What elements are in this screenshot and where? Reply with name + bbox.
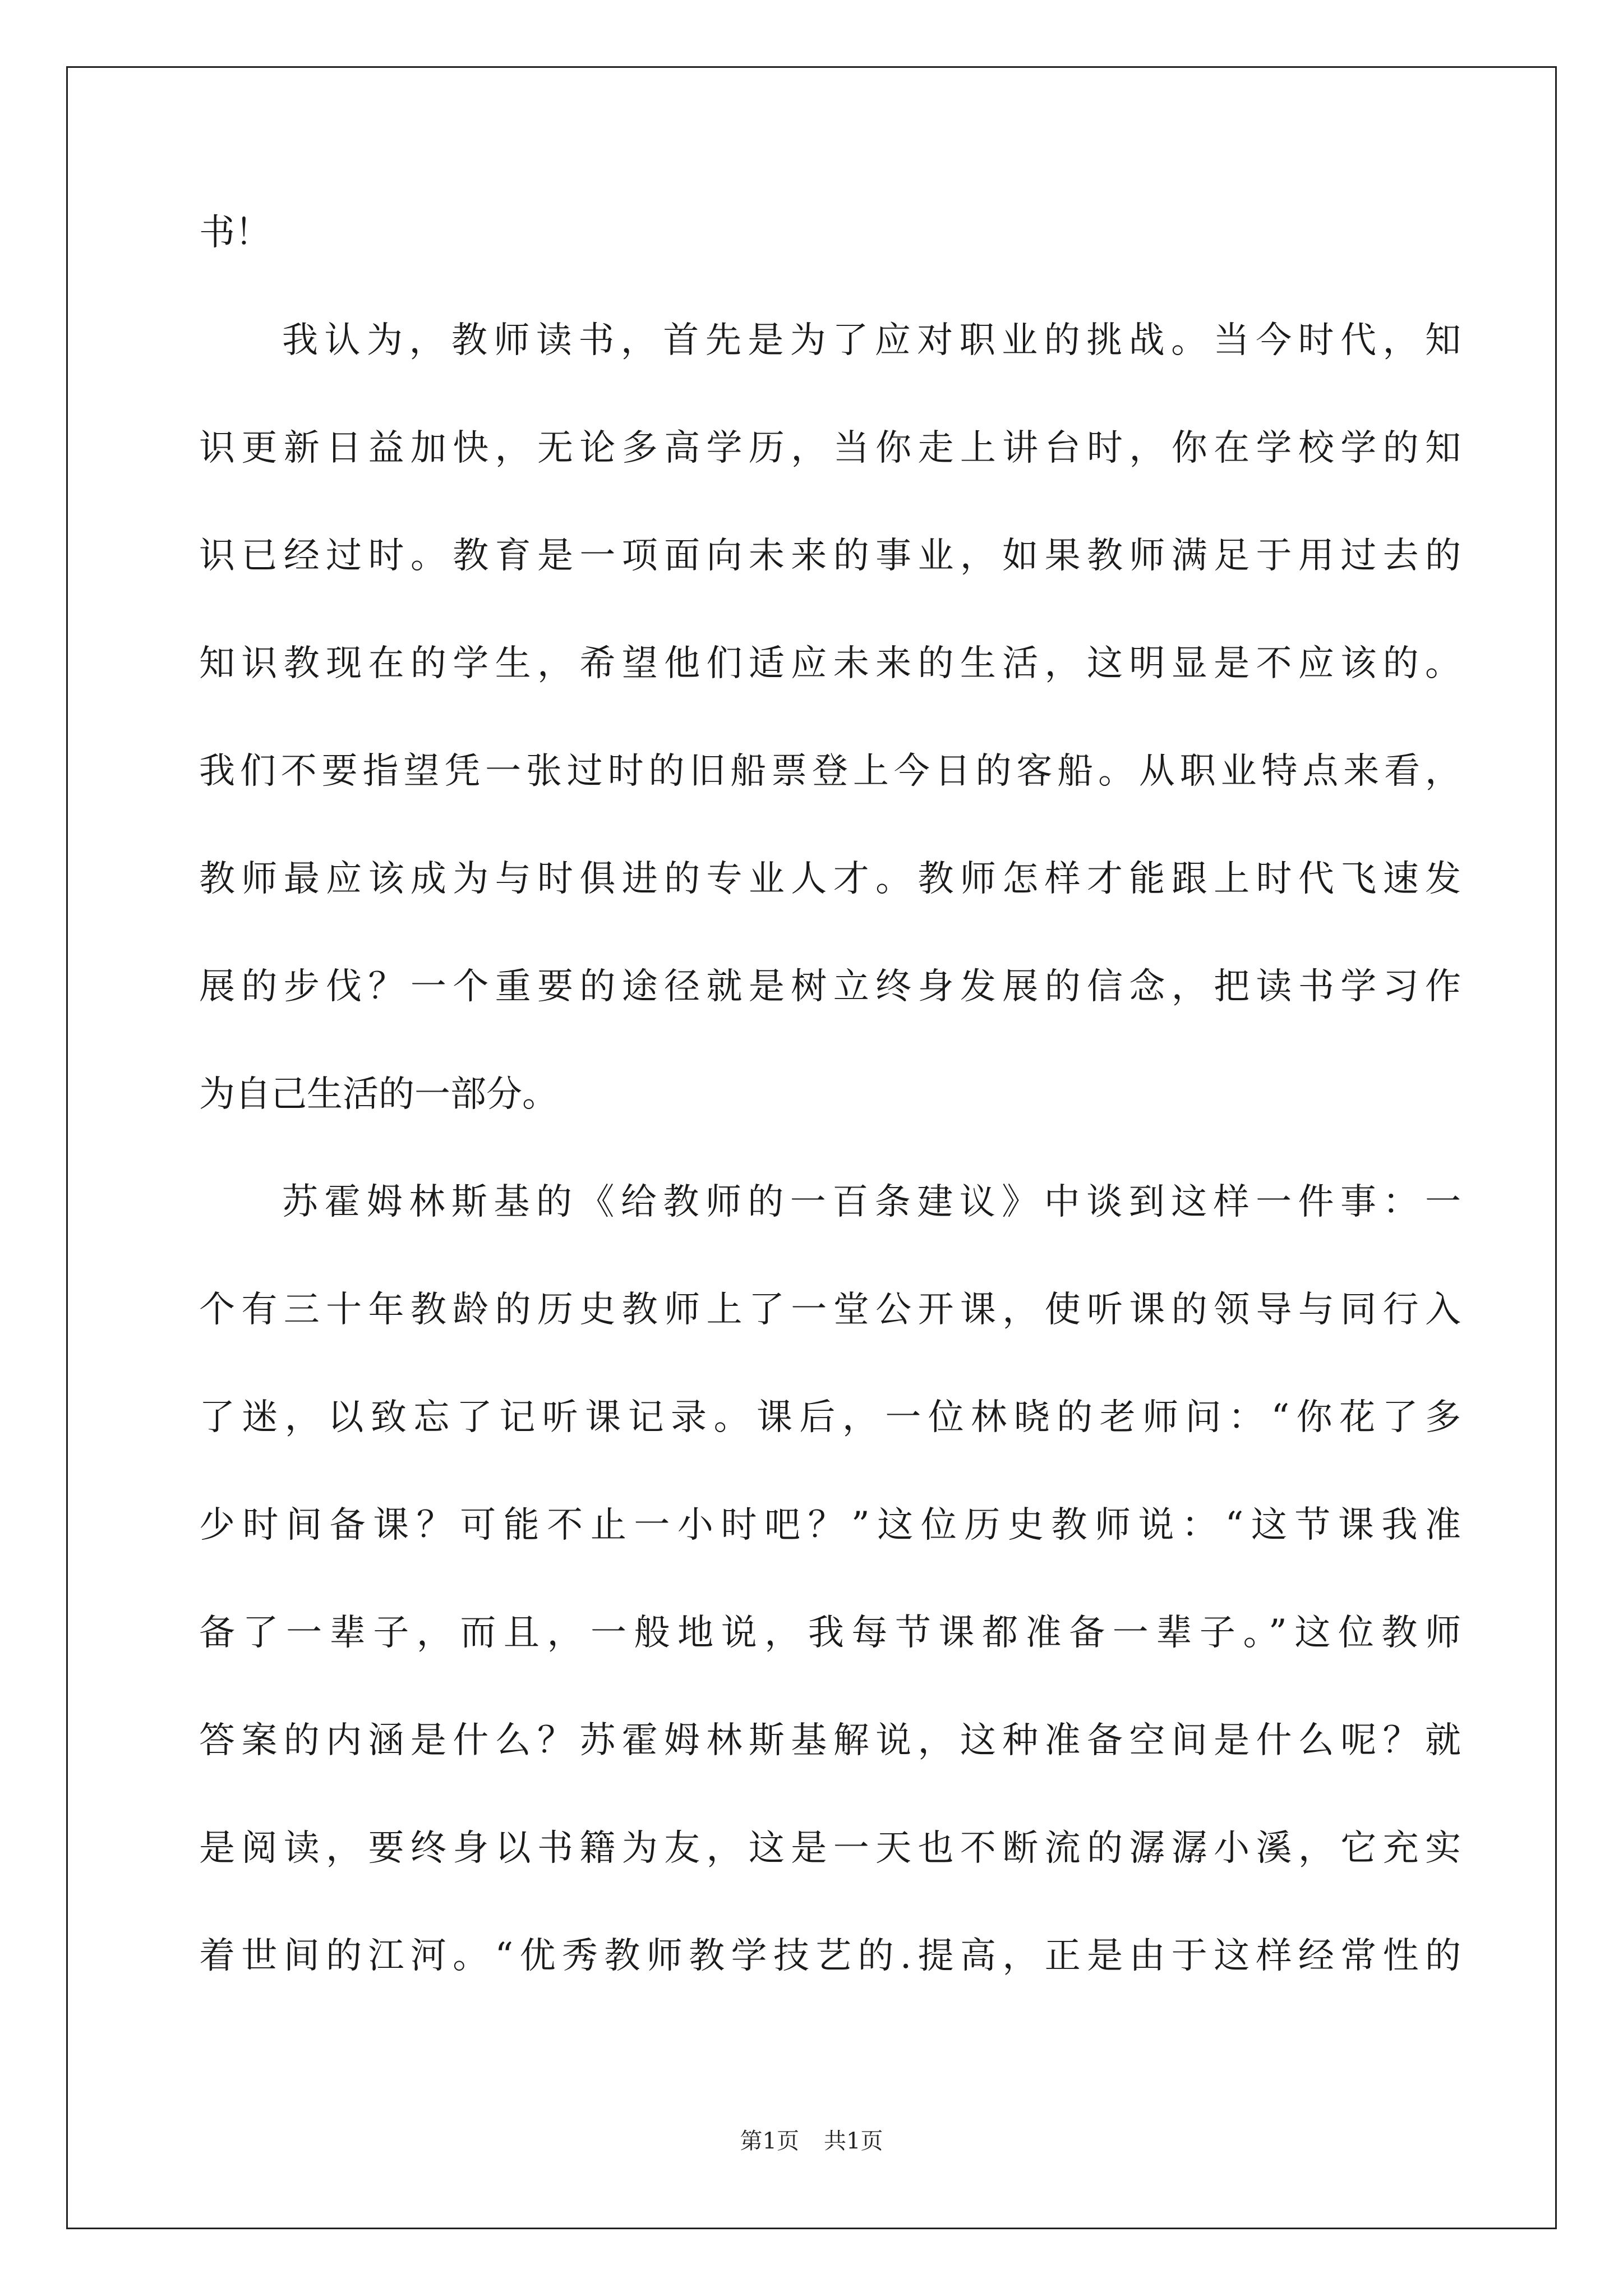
text-line: 识已经过时。教育是一项面向未来的事业，如果教师满足于用过去的: [199, 535, 1461, 577]
text-line: 苏霍姆林斯基的《给教师的一百条建议》中谈到这样一件事：一: [282, 1181, 1461, 1223]
text-line: 个有三十年教龄的历史教师上了一堂公开课，使听课的领导与同行入: [199, 1289, 1461, 1331]
text-line: 少时间备课？可能不止一小时吧？”这位历史教师说：“这节课我准: [199, 1504, 1461, 1546]
page-total: 共1页: [824, 2128, 883, 2154]
text-line: 展的步伐？一个重要的途径就是树立终身发展的信念，把读书学习作: [199, 966, 1461, 1007]
text-line: 备了一辈子，而且，一般地说，我每节课都准备一辈子。”这位教师: [199, 1612, 1461, 1654]
page-footer: [0, 2128, 1623, 2155]
text-line: 了迷，以致忘了记听课记录。课后，一位林晓的老师问：“你花了多: [199, 1397, 1461, 1438]
document-body: [199, 212, 1461, 2046]
text-line: 是阅读，要终身以书籍为友，这是一天也不断流的潺潺小溪，它充实: [199, 1828, 1461, 1869]
text-line: 知识教现在的学生，希望他们适应未来的生活，这明显是不应该的。: [199, 643, 1461, 684]
page-number: 第1页: [740, 2128, 799, 2154]
text-line: 识更新日益加快，无论多高学历，当你走上讲台时，你在学校学的知: [199, 427, 1461, 469]
text-line: 教师最应该成为与时俱进的专业人才。教师怎样才能跟上时代飞速发: [199, 858, 1461, 900]
text-line: 答案的内涵是什么？苏霍姆林斯基解说，这种准备空间是什么呢？就: [199, 1720, 1461, 1761]
text-line: 我认为，教师读书，首先是为了应对职业的挑战。当今时代，知: [282, 320, 1461, 361]
text-line: 我们不要指望凭一张过时的旧船票登上今日的客船。从职业特点来看，: [199, 751, 1461, 792]
text-line: 着世间的江河。“优秀教师教学技艺的.提高，正是由于这样经常性的: [199, 1935, 1461, 1977]
text-line: 书！: [199, 212, 271, 254]
text-line: 为自己生活的一部分。: [199, 1074, 558, 1115]
